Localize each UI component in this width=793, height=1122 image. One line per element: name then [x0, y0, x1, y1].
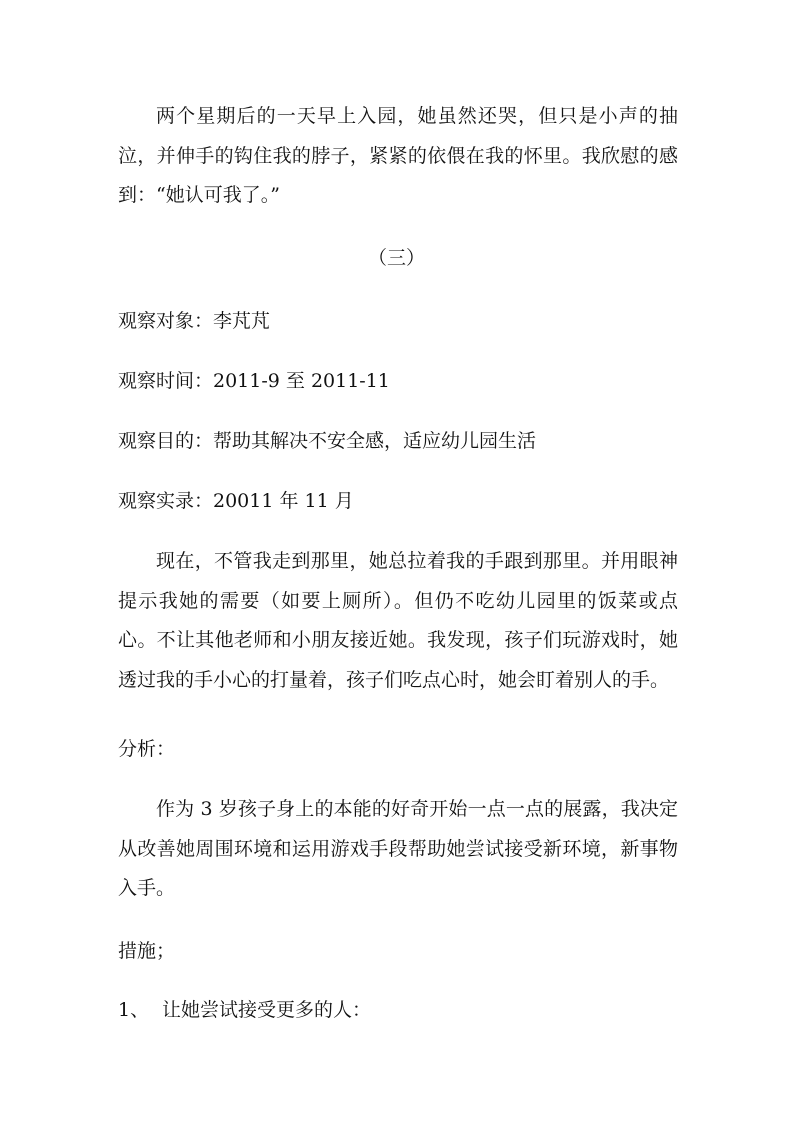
- analysis-label: 分析：: [118, 738, 176, 760]
- measures-label: 措施；: [118, 940, 176, 962]
- section-heading: （三）: [367, 247, 425, 269]
- paragraph-observation-details: 现在，不管我走到那里，她总拉着我的手跟到那里。并用眼神提示我她的需要（如要上厕所）。但仍不吃幼儿园里的饭菜或点心。不让其他老师和小朋友接近她。我发现，孩子们玩游戏时，她透过我的手小心的打量着，孩子们吃点心时，她会盯着别人的手。: [118, 550, 678, 691]
- paragraph-analysis: 作为 3 岁孩子身上的本能的好奇开始一点一点的展露，我决定从改善她周围环境和运用游戏手段帮助她尝试接受新环境，新事物入手。: [118, 798, 678, 899]
- observation-purpose: 观察目的：帮助其解决不安全感，适应幼儿园生活: [118, 430, 537, 452]
- observation-time: 观察时间：2011-9 至 2011-11: [118, 370, 390, 392]
- observation-record: 观察实录：20011 年 11 月: [118, 490, 354, 512]
- list-item: [118, 998, 371, 1022]
- list-item-text: 让她尝试接受更多的人：: [162, 999, 372, 1021]
- observation-subject: 观察对象：李芃芃: [118, 310, 271, 332]
- paragraph-crying-less: 两个星期后的一天早上入园，她虽然还哭，但只是小声的抽泣，并伸手的钩住我的脖子，紧紧的依偎在我的怀里。我欣慰的感到：“她认可我了。”: [118, 105, 678, 206]
- list-item-number: 1、: [118, 999, 150, 1021]
